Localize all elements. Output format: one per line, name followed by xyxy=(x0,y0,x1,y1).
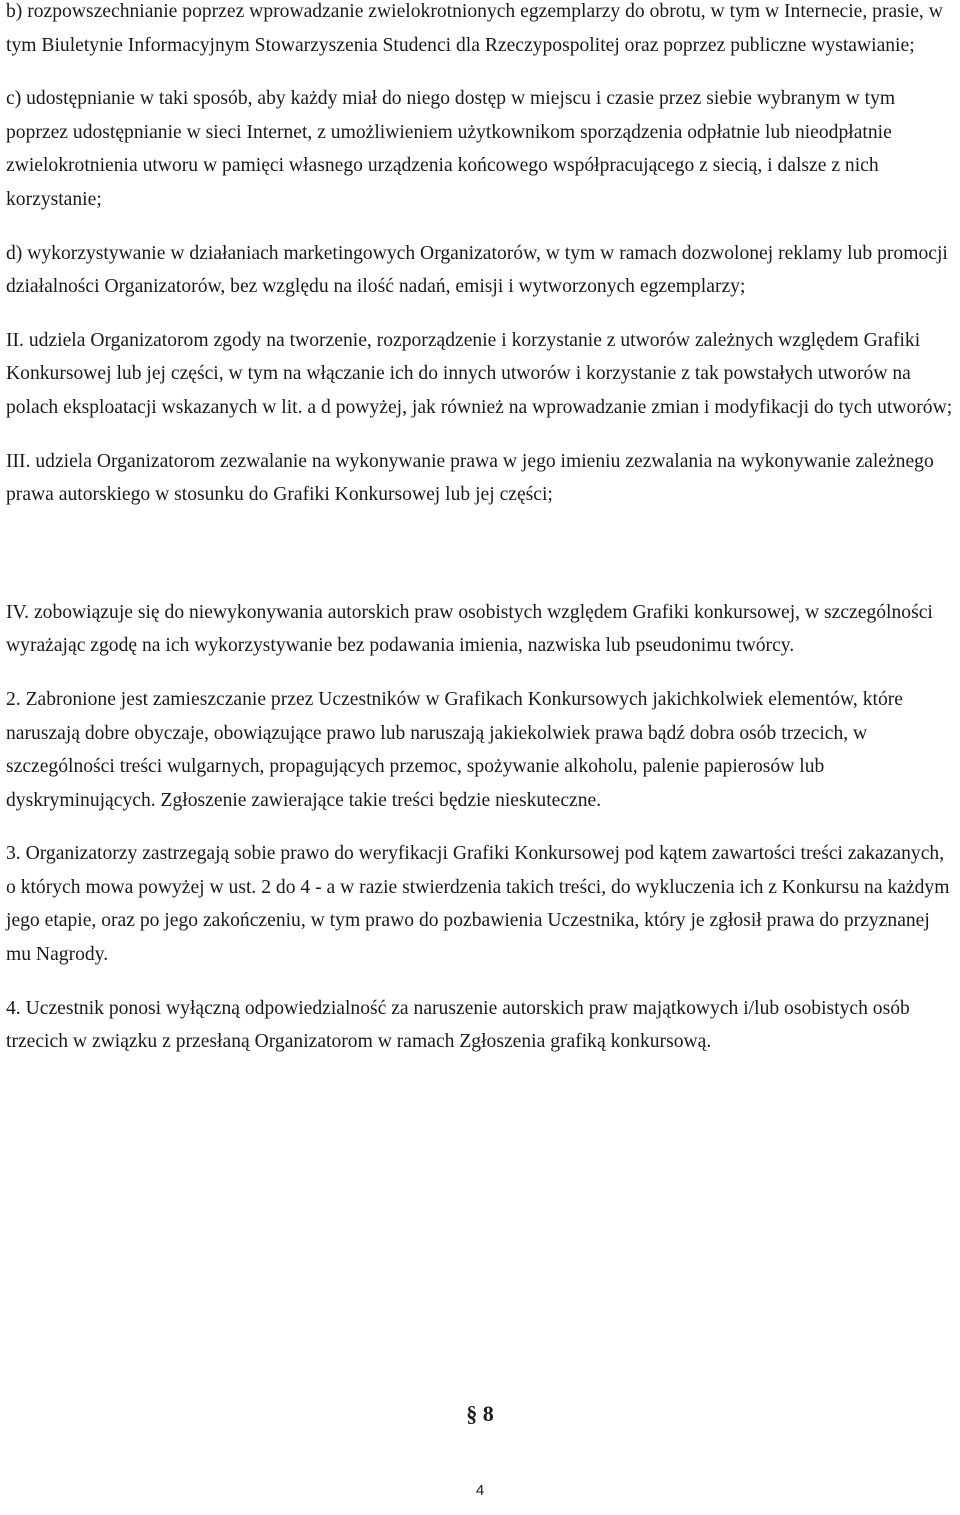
paragraph-3-verification: 3. Organizatorzy zastrzegają sobie prawo do weryfikacji Grafiki Konkursowej pod kątem zawartości treści zakazanych, o których mowa powyżej w ust. 2 do 4 - a w razie stwierdzenia takich treści, do wykluczenia ich z Konkursu na każdym jego etapie, oraz po jego zakończeniu, w tym prawo do pozbawienia Uczestnika, który je zgłosił prawa do przyznanej mu Nagrody. xyxy=(6,843,950,966)
page-number: 4 xyxy=(475,1482,485,1499)
paragraph-d-marketing: d) wykorzystywanie w działaniach marketingowych Organizatorów, w tym w ramach dozwolonej reklamy lub promocji działalności Organizatorów, bez względu na ilość nadań, emisji i wytworzonych egzemplarzy; xyxy=(6,242,948,298)
paragraph-2-prohibited-content: 2. Zabronione jest zamieszczanie przez Uczestników w Grafikach Konkursowych jakichkolwiek elementów, które naruszają dobre obyczaje, obowiązujące prawo lub naruszają jakiekolwiek prawa bądź dobra osób trzecich, w szczególności treści wulgarnych, propagujących przemoc, spożywanie alkoholu, palenie papierosów lub dyskryminujących. Zgłoszenie zawierające takie treści będzie nieskuteczne. xyxy=(6,688,903,811)
paragraph-ii-derivative-works: II. udziela Organizatorom zgody na tworzenie, rozporządzenie i korzystanie z utworów zależnych względem Grafiki Konkursowej lub jej części, w tym na włączanie ich do innych utworów i korzystanie z tak powstałych utworów na polach eksploatacji wskazanych w lit. a d powyżej, jak również na wprowadzanie zmian i modyfikacji do tych utworów; xyxy=(6,329,953,418)
section-heading: § 8 xyxy=(466,1401,494,1426)
paragraph-b-distribution: b) rozpowszechnianie poprzez wprowadzanie zwielokrotnionych egzemplarzy do obrotu, w tym w Internecie, prasie, w tym Biuletynie Informacyjnym Stowarzyszenia Studenci dla Rzeczypospolitej oraz poprzez publiczne wystawianie; xyxy=(6,1,943,56)
paragraph-4-liability: 4. Uczestnik ponosi wyłączną odpowiedzialność za naruszenie autorskich praw majątkowych i/lub osobistych osób trzecich w związku z przesłaną Organizatorom w ramach Zgłoszenia grafiką konkursową. xyxy=(6,997,910,1053)
paragraph-iv-moral-rights: IV. zobowiązuje się do niewykonywania autorskich praw osobistych względem Grafiki konkursowej, w szczególności wyrażając zgodę na ich wykorzystywanie bez podawania imienia, nazwiska lub pseudonimu twórcy. xyxy=(6,601,933,657)
paragraph-c-online-access: c) udostępnianie w taki sposób, aby każdy miał do niego dostęp w miejscu i czasie przez siebie wybranym w tym poprzez udostępnianie w sieci Internet, z umożliwieniem użytkownikom sporządzenia odpłatnie lub nieodpłatnie zwielokrotnienia utworu w pamięci własnego urządzenia końcowego współpracującego z siecią, i dalsze z nich korzystanie; xyxy=(6,88,896,210)
document-page xyxy=(6,0,956,1059)
paragraph-iii-dependent-rights: III. udziela Organizatorom zezwalanie na wykonywanie prawa w jego imieniu zezwalania na wykonywanie zależnego prawa autorskiego w stosunku do Grafiki Konkursowej lub jej części; xyxy=(6,450,934,506)
